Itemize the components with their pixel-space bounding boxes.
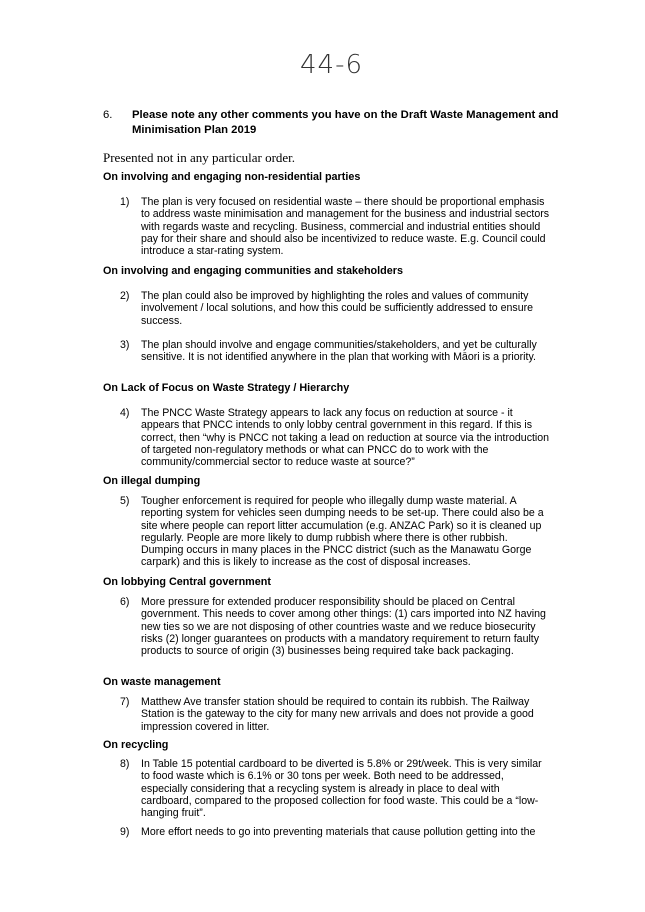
section-heading-lobbying: On lobbying Central government [103, 576, 271, 588]
handwritten-page-mark: 44-6 [300, 50, 364, 80]
item-number: 8) [120, 758, 130, 770]
section-heading-non-residential: On involving and engaging non-residential parties [103, 171, 361, 183]
section-heading-recycling: On recycling [103, 739, 169, 751]
intro-text: Presented not in any particular order. [103, 150, 296, 165]
item-text: More pressure for extended producer responsibility should be placed on Central government. This needs to cover among other things: (1) cars imported into NZ having new ties so we are not disposing of other countries waste and we reduce biosecurity risks (2) longer guarantees on products with a mandatory requirement to return faulty products to source of origin (3) businesses being required take back packaging. [141, 596, 546, 658]
list-item [120, 696, 550, 733]
item-text: Tougher enforcement is required for people who illegally dump waste material. A reporting system for vehicles seen dumping needs to be set-up. There could also be a site where people can report litter accumulation (e.g. ANZAC Park) so it is cleaned up regularly. People are more likely to dump rubbish where there is other rubbish. Dumping occurs in many places in the PNCC district (such as the Manawatu Gorge carpark) and this is likely to increase as the cost of disposal increases. [141, 495, 544, 569]
item-number: 6) [120, 596, 130, 608]
item-text: The plan could also be improved by highlighting the roles and values of community involvement / local solutions, and how this could be sufficiently addressed to ensure success. [141, 290, 533, 327]
list-item [120, 290, 550, 327]
section-heading-illegal-dumping: On illegal dumping [103, 475, 201, 487]
item-text: In Table 15 potential cardboard to be diverted is 5.8% or 29t/week. This is very similar to food waste which is 6.1% or 30 tons per week. Both need to be addressed, especially considering that a recycling system is already in place to deal with cardboard, compared to the proposed collection for food waste. This could be a “low-hanging fruit”. [141, 758, 542, 820]
item-text: The PNCC Waste Strategy appears to lack any focus on reduction at source - it appears that PNCC intends to only lobby central government in this regard. If this is correct, then “why is PNCC not taking a lead on reduction at source via the introduction of targeted non-regulatory methods or what can PNCC do to work with the community/commercial sector to reduce waste at source?” [141, 407, 550, 469]
item-number: 2) [120, 290, 130, 302]
list-item [120, 196, 550, 257]
question-text: Please note any other comments you have on the Draft Waste Management and Minimisation Plan 2019 [132, 109, 559, 136]
list-item [120, 407, 550, 468]
list-item [120, 826, 550, 838]
section-heading-waste-strategy: On Lack of Focus on Waste Strategy / Hierarchy [103, 382, 350, 394]
item-number: 7) [120, 696, 130, 708]
item-text: The plan should involve and engage communities/stakeholders, and yet be culturally sensitive. It is not identified anywhere in the plan that working with Māori is a priority. [141, 339, 537, 364]
item-number: 9) [120, 826, 130, 838]
list-item [120, 758, 550, 819]
item-number: 4) [120, 407, 130, 419]
section-heading-waste-management: On waste management [103, 676, 221, 688]
section-heading-communities: On involving and engaging communities and stakeholders [103, 265, 403, 277]
item-text: More effort needs to go into preventing materials that cause pollution getting into the [141, 826, 536, 838]
item-text: Matthew Ave transfer station should be required to contain its rubbish. The Railway Station is the gateway to the city for many new arrivals and does not provide a good impression covered in litter. [141, 696, 534, 733]
item-text: The plan is very focused on residential waste – there should be proportional emphasis to address waste minimisation and management for the business and industrial sectors with regards waste and recycling. Business, commercial and industrial entities should pay for their share and should also be incentivized to reduce waste. E.g. Council could introduce a star-rating system. [141, 196, 550, 258]
item-number: 3) [120, 339, 130, 351]
item-number: 5) [120, 495, 130, 507]
question-number: 6. [103, 109, 113, 121]
list-item [120, 339, 550, 364]
list-item [120, 495, 550, 569]
item-number: 1) [120, 196, 130, 208]
list-item [120, 596, 550, 657]
question-heading [103, 108, 573, 137]
